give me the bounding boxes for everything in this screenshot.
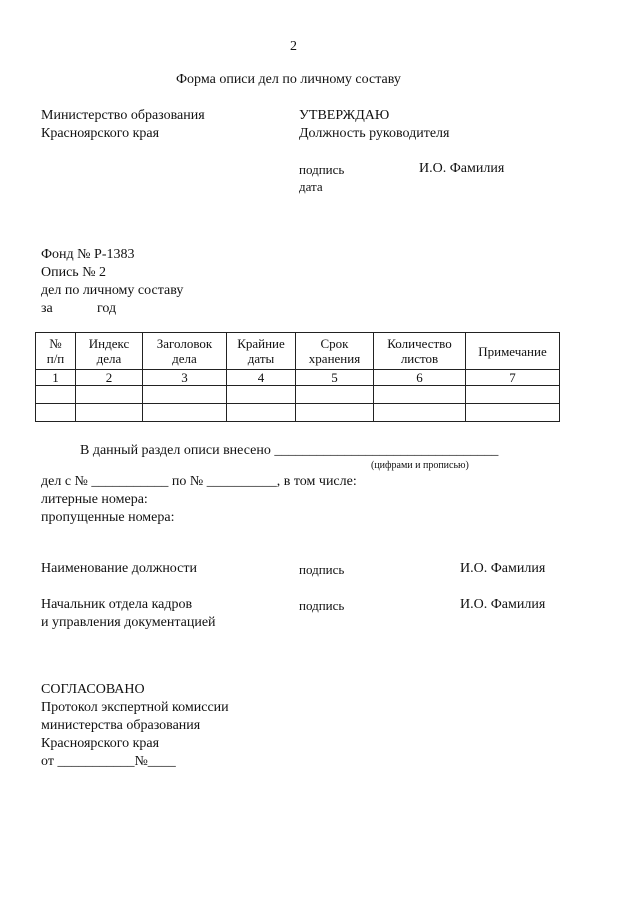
- signer-name: И.О. Фамилия: [460, 561, 546, 576]
- protocol-number-blank: №____: [134, 754, 176, 769]
- column-number: 4: [227, 370, 296, 386]
- org-line-1: Министерство образования: [41, 108, 205, 123]
- header-cell-index: Индекс дела: [76, 333, 143, 370]
- fund-number: Фонд № Р-1383: [41, 247, 135, 262]
- skipped-numbers: пропущенные номера:: [41, 510, 175, 525]
- signer-name: И.О. Фамилия: [460, 597, 546, 612]
- agreed-title: СОГЛАСОВАНО: [41, 682, 145, 697]
- range-from-blank: ___________: [91, 474, 169, 489]
- protocol-date-blank: ___________: [57, 754, 135, 769]
- approve-title: УТВЕРЖДАЮ: [299, 108, 390, 123]
- approve-name: И.О. Фамилия: [419, 161, 505, 176]
- signer-position-line-2: и управления документацией: [41, 615, 216, 630]
- inventory-table: [35, 332, 560, 422]
- approve-signature: подпись: [299, 162, 345, 177]
- agreed-protocol-date: от ___________№____: [41, 754, 176, 769]
- signer-signature: подпись: [299, 562, 345, 577]
- range-to-blank: __________: [206, 474, 277, 489]
- signer-position: Начальник отдела кадров: [41, 597, 193, 612]
- entry-intro: В данный раздел описи внесено ________________________________: [80, 443, 499, 458]
- column-number: 1: [36, 370, 76, 386]
- table-row: [36, 386, 560, 404]
- form-title: Форма описи дел по личному составу: [176, 72, 401, 87]
- org-line-2: Красноярского края: [41, 126, 160, 141]
- page-number: 2: [290, 39, 297, 54]
- column-number: 6: [374, 370, 466, 386]
- count-blank: ________________________________: [274, 443, 499, 458]
- table-number-row: [36, 370, 560, 386]
- entry-range: дел с № ___________ по № __________, в том числе:: [41, 474, 357, 489]
- signer-signature: подпись: [299, 598, 345, 613]
- header-cell-dates: Крайние даты: [227, 333, 296, 370]
- approve-position: Должность руководителя: [299, 126, 450, 141]
- header-cell-title: Заголовок дела: [143, 333, 227, 370]
- literal-numbers: литерные номера:: [41, 492, 148, 507]
- header-cell-sheets: Количество листов: [374, 333, 466, 370]
- header-cell-note: Примечание: [466, 333, 560, 370]
- agreed-line-1: Протокол экспертной комиссии: [41, 700, 229, 715]
- approve-date: дата: [299, 179, 323, 194]
- column-number: 5: [296, 370, 374, 386]
- agreed-line-2: министерства образования: [41, 718, 201, 733]
- period-za: за: [41, 301, 53, 316]
- column-number: 3: [143, 370, 227, 386]
- table-header-row: [36, 333, 560, 370]
- column-number: 2: [76, 370, 143, 386]
- header-cell-number: № п/п: [36, 333, 76, 370]
- table-row: [36, 404, 560, 422]
- agreed-line-3: Красноярского края: [41, 736, 160, 751]
- period-god: год: [97, 301, 117, 316]
- column-number: 7: [466, 370, 560, 386]
- entry-hint: (цифрами и прописью): [371, 460, 469, 471]
- inventory-description: дел по личному составу: [41, 283, 184, 298]
- inventory-number: Опись № 2: [41, 265, 107, 280]
- header-cell-retention: Срок хранения: [296, 333, 374, 370]
- signer-position: Наименование должности: [41, 561, 197, 576]
